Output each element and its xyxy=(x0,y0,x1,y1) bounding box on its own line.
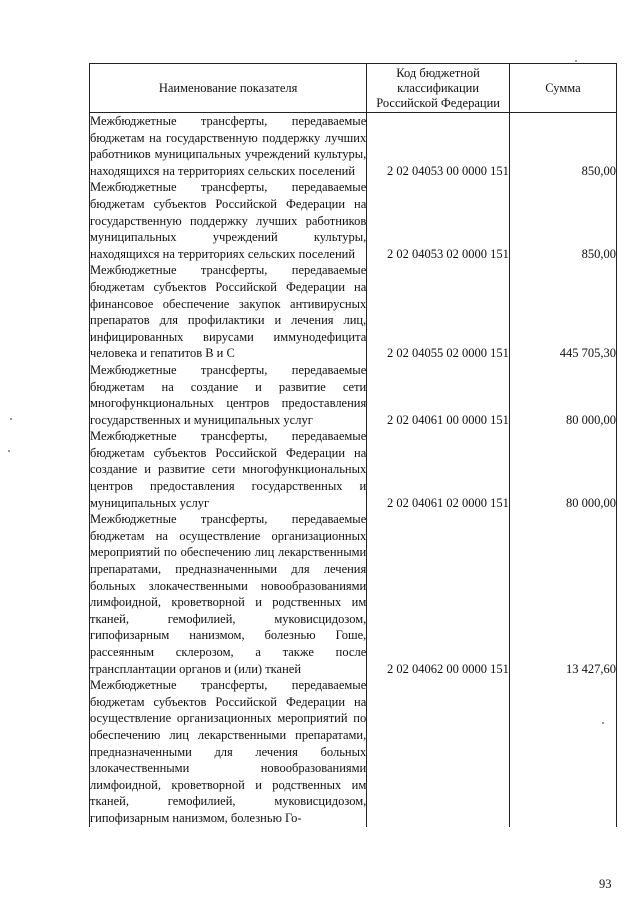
row-name: Межбюджетные трансферты, передаваемые бюджетам субъектов Российской Федерации на финансовое обеспечение закупок антивирусных препаратов для профилактики и лечения лиц, инфицированных вирусами иммунодефицита человека и гепатитов B и C xyxy=(90,263,367,361)
row-sum: 445 705,30 xyxy=(509,262,616,362)
row-code: 2 02 04062 00 0000 151 xyxy=(367,511,510,677)
scan-speck xyxy=(602,722,604,724)
row-sum: 13 427,60 xyxy=(509,511,616,677)
row-code: 2 02 04053 00 0000 151 xyxy=(367,113,510,180)
row-name: Межбюджетные трансферты, передаваемые бюджетам на государственную поддержку лучших работников муниципальных учреждений культуры, находящихся на территориях сельских поселений xyxy=(90,114,367,178)
scan-speck xyxy=(8,450,10,452)
row-code: 2 02 04061 02 0000 151 xyxy=(367,428,510,511)
row-name: Межбюджетные трансферты, передаваемые бюджетам на осуществление организационных мероприятий по обеспечению лиц лекарственными препаратами, предназначенными для лечения больных злокачественными новообразованиями лимфоидной, кроветворной и родственных им тканей, гемофилией, муковисцидозом, гипофизарным нанизмом, болезнью Гоше, рассеянным склерозом, а также после трансплантации органов и (или) тканей xyxy=(90,512,367,676)
header-sum: Сумма xyxy=(509,64,616,113)
table-row xyxy=(90,179,617,262)
row-code: 2 02 04061 00 0000 151 xyxy=(367,362,510,428)
table-row xyxy=(90,428,617,511)
table-row xyxy=(90,511,617,677)
page-number: 93 xyxy=(599,877,612,891)
row-name: Межбюджетные трансферты, передаваемые бюджетам на создание и развитие сети многофункциональных центров предоставления государственных и муниципальных услуг xyxy=(90,362,367,427)
row-name: Межбюджетные трансферты, передаваемые бюджетам субъектов Российской Федерации на осуществление организационных мероприятий по обеспечению лиц лекарственными препаратами, предназначенными для лечения больных злокачественными новообразованиями лимфоидной, кроветворной и родственных им тканей, гемофилией, муковисцидозом, гипофизарным нанизмом, болезнью Го- xyxy=(90,678,367,825)
header-code: Код бюджетной классификации Российской Федерации xyxy=(367,64,510,113)
row-name: Межбюджетные трансферты, передаваемые бюджетам субъектов Российской Федерации на создание и развитие сети многофункциональных центров предоставления государственных и муниципальных услуг xyxy=(90,429,367,510)
header-name: Наименование показателя xyxy=(90,64,367,113)
table-row xyxy=(90,262,617,362)
row-code: 2 02 04053 02 0000 151 xyxy=(367,179,510,262)
row-sum: 850,00 xyxy=(509,179,616,262)
row-sum: 80 000,00 xyxy=(509,362,616,428)
scan-speck xyxy=(10,418,12,420)
row-sum: 80 000,00 xyxy=(509,428,616,511)
table-header-row xyxy=(90,64,617,113)
row-code xyxy=(367,677,510,826)
row-code: 2 02 04055 02 0000 151 xyxy=(367,262,510,362)
row-name: Межбюджетные трансферты, передаваемые бюджетам субъектов Российской Федерации на государственную поддержку лучших работников муниципальных учреждений культуры, находящихся на территориях сельских поселений xyxy=(90,180,367,261)
table-row xyxy=(90,677,617,826)
row-sum: 850,00 xyxy=(509,113,616,180)
table-row xyxy=(90,362,617,428)
budget-table xyxy=(89,63,617,827)
table-row xyxy=(90,113,617,180)
row-sum xyxy=(509,677,616,826)
scan-speck xyxy=(575,60,577,62)
